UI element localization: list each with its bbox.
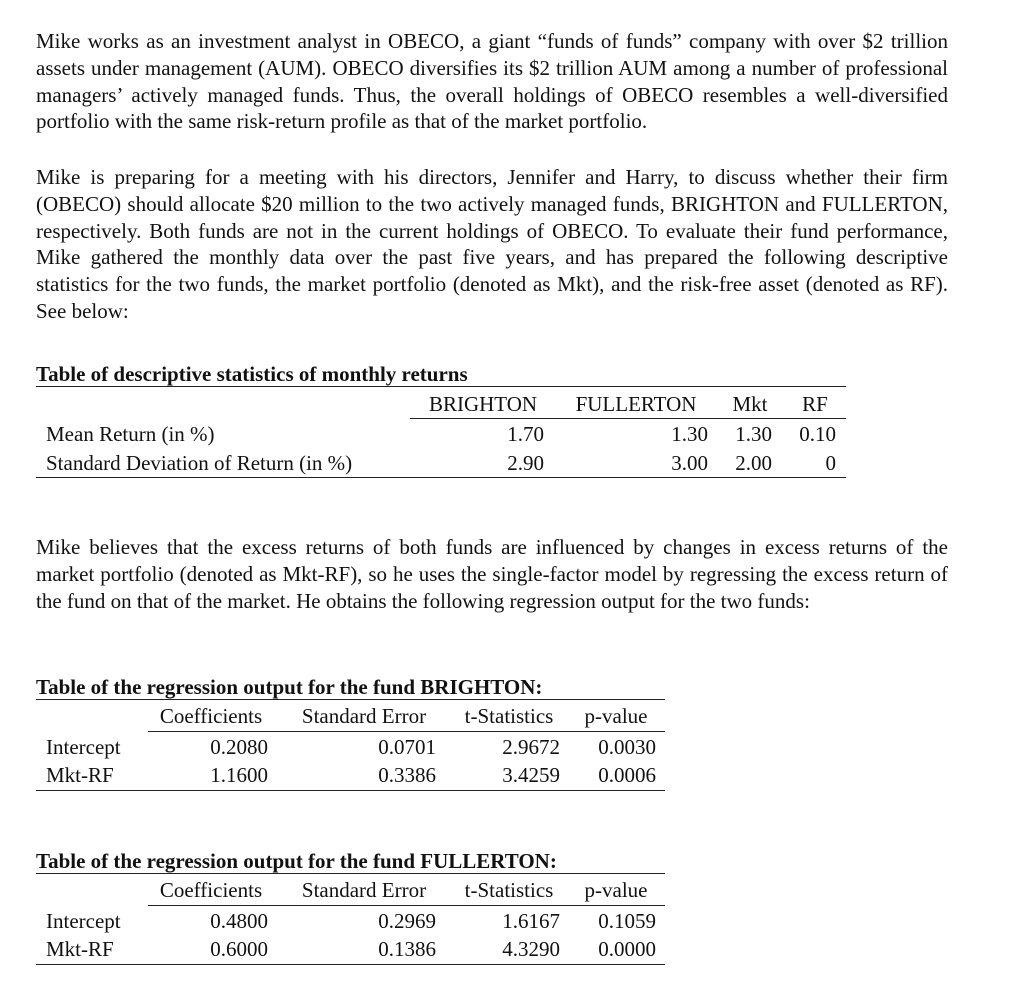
- table-cell: 1.70: [507, 422, 544, 446]
- table-cell: 3.00: [671, 451, 708, 475]
- table-cell: 0.6000: [210, 937, 268, 961]
- row-label: Intercept: [46, 735, 121, 759]
- column-header: Standard Error: [301, 704, 427, 728]
- table-cell: 0.2080: [210, 735, 268, 759]
- table-rule-top: [36, 699, 665, 700]
- table-rule-top: [36, 386, 846, 387]
- table-cell: 0.0000: [598, 937, 656, 961]
- table-title: Table of the regression output for the fund BRIGHTON:: [36, 675, 543, 699]
- column-header: Standard Error: [301, 878, 427, 902]
- column-header: Mkt: [732, 392, 768, 416]
- table-cell: 0.2969: [378, 909, 436, 933]
- paragraph-intro: Mike works as an investment analyst in OBECO, a giant “funds of funds” company with over $2 trillion assets under management (AUM). OBECO diversifies its $2 trillion AUM among a number of professional managers’ actively managed funds. Thus, the overall holdings of OBECO resembles a well-diversified portfolio with the same risk-return profile as that of the market portfolio.: [36, 29, 948, 134]
- table-cell: 4.3290: [502, 937, 560, 961]
- table-rule-bottom: [36, 477, 846, 478]
- row-label: Intercept: [46, 909, 121, 933]
- table-cell: 0.3386: [378, 763, 436, 787]
- table-cell: 0.10: [799, 422, 836, 446]
- table-cell: 0.0030: [598, 735, 656, 759]
- column-header: t-Statistics: [464, 704, 554, 728]
- table-rule-header: [410, 418, 846, 419]
- column-header: Coefficients: [159, 704, 263, 728]
- paragraph-regression: Mike believes that the excess returns of both funds are influenced by changes in excess returns of the market portfolio (denoted as Mkt-RF), so he uses the single-factor model by regressing the excess return of the fund on that of the market. He obtains the following regression output for the two funds:: [36, 535, 948, 613]
- row-label: Mean Return (in %): [46, 422, 215, 446]
- table-title: Table of the regression output for the fund FULLERTON:: [36, 849, 557, 873]
- row-label: Mkt-RF: [46, 763, 114, 787]
- table-cell: 0: [825, 451, 836, 475]
- table-cell: 1.1600: [210, 763, 268, 787]
- row-label: Mkt-RF: [46, 937, 114, 961]
- table-cell: 2.9672: [502, 735, 560, 759]
- column-header: RF: [802, 392, 828, 416]
- table-cell: 1.30: [735, 422, 772, 446]
- table-cell: 1.6167: [502, 909, 560, 933]
- table-cell: 0.1386: [378, 937, 436, 961]
- table-rule-header: [148, 905, 665, 906]
- table-cell: 0.4800: [210, 909, 268, 933]
- table-cell: 0.0701: [378, 735, 436, 759]
- paragraph-meeting: Mike is preparing for a meeting with his directors, Jennifer and Harry, to discuss whether their firm (OBECO) should allocate $20 million to the two actively managed funds, BRIGHTON and FULLERTON, respectively. Both funds are not in the current holdings of OBECO. To evaluate their fund performance, Mike gathered the monthly data over the past five years, and has prepared the following descriptive statistics for the two funds, the market portfolio (denoted as Mkt), and the risk-free asset (denoted as RF). See below:: [36, 165, 948, 323]
- row-label: Standard Deviation of Return (in %): [46, 451, 353, 475]
- table-cell: 2.90: [507, 451, 544, 475]
- table-rule-header: [148, 731, 665, 732]
- column-header: Coefficients: [159, 878, 263, 902]
- column-header: BRIGHTON: [428, 392, 538, 416]
- table-cell: 1.30: [671, 422, 708, 446]
- table-cell: 0.0006: [598, 763, 656, 787]
- column-header: p-value: [584, 878, 648, 902]
- table-rule-bottom: [36, 964, 665, 965]
- table-rule-top: [36, 873, 665, 874]
- table-rule-bottom: [36, 790, 665, 791]
- column-header: FULLERTON: [575, 392, 697, 416]
- column-header: p-value: [584, 704, 648, 728]
- table-title: Table of descriptive statistics of monthly returns: [36, 362, 468, 386]
- table-cell: 0.1059: [598, 909, 656, 933]
- table-cell: 2.00: [735, 451, 772, 475]
- table-cell: 3.4259: [502, 763, 560, 787]
- column-header: t-Statistics: [464, 878, 554, 902]
